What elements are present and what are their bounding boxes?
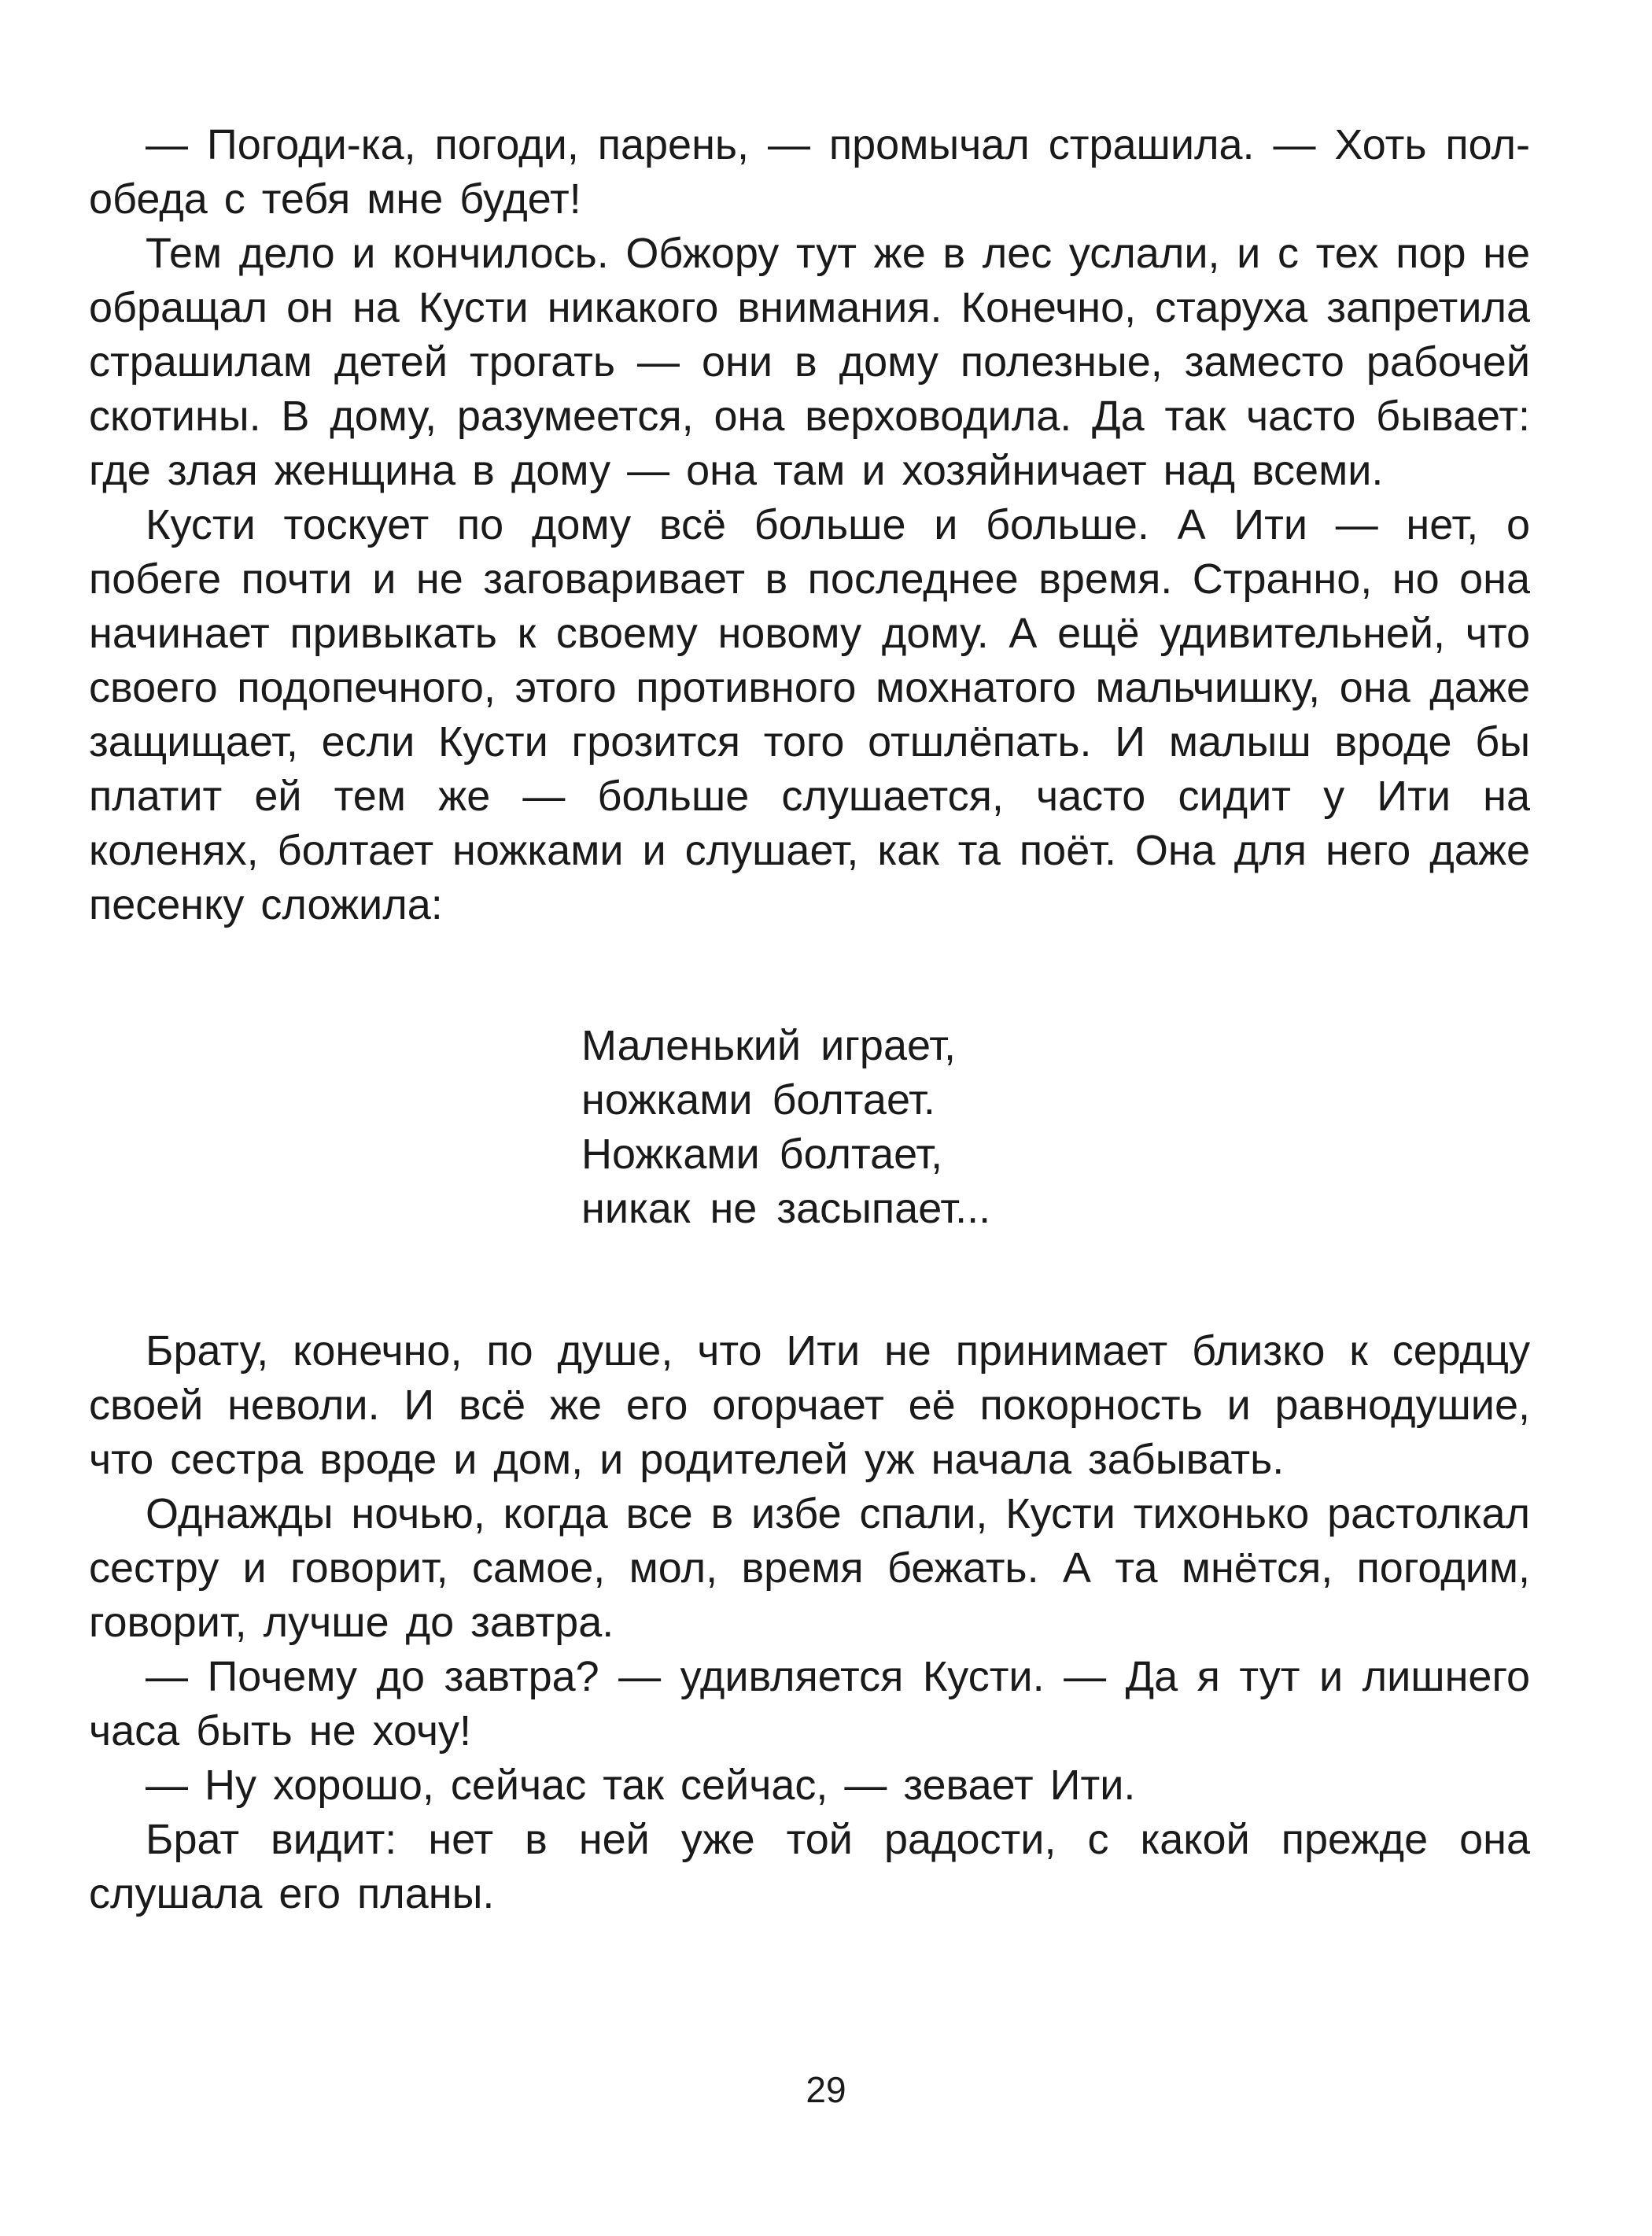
- poem-stanza: [581, 1019, 1530, 1236]
- paragraph: Брату, конечно, по душе, что Ити не принимает близко к сердцу своей неволи. И всё же его огорчает её покорность и равнодушие, что сестра вроде и дом, и родителей уж начала забывать.: [89, 1327, 1530, 1483]
- paragraph: Брат видит: нет в ней уже той радости, с какой прежде она слушала его планы.: [89, 1816, 1530, 1917]
- paragraph: Однажды ночью, когда все в избе спали, Кусти тихонько растолкал сестру и говорит, самое, мол, время бежать. А та мнётся, погодим, говорит, лучше до завтра.: [89, 1490, 1530, 1646]
- poem-line: Ножками болтает,: [581, 1131, 943, 1178]
- page-number: 29: [806, 2069, 846, 2110]
- paragraph: Кусти тоскует по дому всё больше и больше. А Ити — нет, о побеге почти и не заговаривает в последнее время. Странно, но она начинает привыкать к своему новому дому. А ещё удивительней, что своего подопечного, этого противного мохнатого мальчишку, она даже защищает, если Кусти грозится того отшлёпать. И малыш вроде бы платит ей тем же — больше слушается, часто сидит у Ити на коленях, болтает ножками и слушает, как та поёт. Она для него даже песенку сложила:: [89, 501, 1530, 928]
- paragraph: — Почему до завтра? — удивляется Кусти. — Да я тут и лишнего часа быть не хочу!: [89, 1653, 1530, 1754]
- paragraph: — Ну хорошо, сейчас так сейчас, — зевает Ити.: [146, 1762, 1136, 1809]
- poem-line: Маленький играет,: [581, 1022, 956, 1069]
- poem-line: ножками болтает.: [581, 1076, 935, 1124]
- paragraph: — Погоди-ка, погоди, парень, — промычал страшила. — Хоть пол-обеда с тебя мне будет!: [89, 121, 1530, 223]
- page-body: [89, 118, 1530, 1921]
- paragraph: Тем дело и кончилось. Обжору тут же в лес услали, и с тех пор не обращал он на Кусти никакого внимания. Конечно, старуха запретила страшилам детей трогать — они в дому полезные, заместо рабочей скотины. В дому, разумеется, она верховодила. Да так часто бывает: где злая женщина в дому — она там и хозяйничает над всеми.: [89, 230, 1530, 494]
- poem-line: никак не засыпает...: [581, 1185, 991, 1232]
